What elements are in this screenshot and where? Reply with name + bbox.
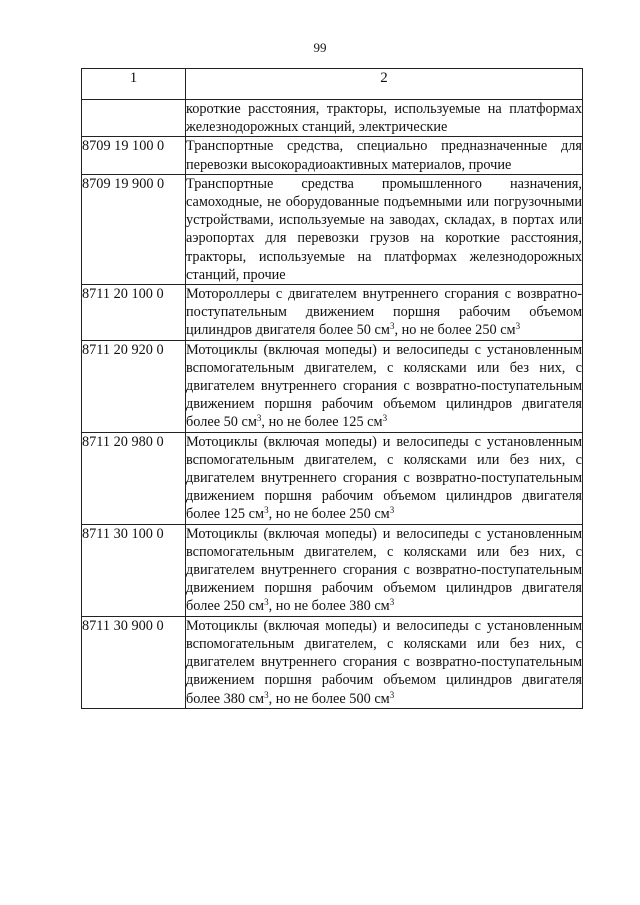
row-description: Мотороллеры с двигателем внутреннего сгорания с возвратно-поступательным движением поршня рабочим объемом цилиндров двигателя более 50 $см^3$, но не более 250 $см^3$ bbox=[186, 286, 582, 339]
row-code bbox=[82, 100, 186, 137]
column-header-description: 2 bbox=[186, 69, 583, 100]
table-row bbox=[82, 137, 583, 174]
row-code: 8711 20 980 0 bbox=[82, 432, 186, 524]
table-row bbox=[82, 432, 583, 524]
column-header-code: 1 bbox=[82, 69, 186, 100]
table-row bbox=[82, 100, 583, 137]
row-description: Мотоциклы (включая мопеды) и велосипеды с установленным вспомогательным двигателем, с колясками или без них, с двигателем внутреннего сгорания с возвратно-поступательным движением поршня рабочим объемом цилиндров двигателя более 380 $см^3$, но не более 500 $см^3$ bbox=[186, 617, 582, 707]
table-row bbox=[82, 616, 583, 708]
table-row bbox=[82, 285, 583, 341]
row-code: 8711 20 920 0 bbox=[82, 340, 186, 432]
row-description: короткие расстояния, тракторы, используемые на платформах железнодорожных станций, электрические bbox=[186, 101, 582, 136]
table-header-row bbox=[82, 69, 583, 100]
row-code: 8711 30 100 0 bbox=[82, 524, 186, 616]
row-description: Транспортные средства, специально предназначенные для перевозки высокорадиоактивных материалов, прочие bbox=[186, 138, 582, 173]
row-code: 8709 19 100 0 bbox=[82, 137, 186, 174]
row-code: 8709 19 900 0 bbox=[82, 174, 186, 284]
row-description: Транспортные средства промышленного назначения, самоходные, не оборудованные подъемными или погрузочными устройствами, используемые на заводах, складах, в портах или аэропортах для перевозки грузов на короткие расстояния, тракторы, используемые на платформах железнодорожных станций, прочие bbox=[186, 175, 582, 283]
row-description: Мотоциклы (включая мопеды) и велосипеды с установленным вспомогательным двигателем, с колясками или без них, с двигателем внутреннего сгорания с возвратно-поступательным движением поршня рабочим объемом цилиндров двигателя более 50 $см^3$, но не более 125 $см^3$ bbox=[186, 341, 582, 431]
row-code: 8711 30 900 0 bbox=[82, 616, 186, 708]
table-row bbox=[82, 174, 583, 284]
row-description: Мотоциклы (включая мопеды) и велосипеды с установленным вспомогательным двигателем, с колясками или без них, с двигателем внутреннего сгорания с возвратно-поступательным движением поршня рабочим объемом цилиндров двигателя более 125 $см^3$, но не более 250 $см^3$ bbox=[186, 433, 582, 523]
row-code: 8711 20 100 0 bbox=[82, 285, 186, 341]
row-description: Мотоциклы (включая мопеды) и велосипеды с установленным вспомогательным двигателем, с колясками или без них, с двигателем внутреннего сгорания с возвратно-поступательным движением поршня рабочим объемом цилиндров двигателя более 250 $см^3$, но не более 380 $см^3$ bbox=[186, 525, 582, 615]
table-row bbox=[82, 524, 583, 616]
page-number: 99 bbox=[313, 40, 327, 55]
tariff-code-table bbox=[81, 68, 583, 709]
table-row bbox=[82, 340, 583, 432]
